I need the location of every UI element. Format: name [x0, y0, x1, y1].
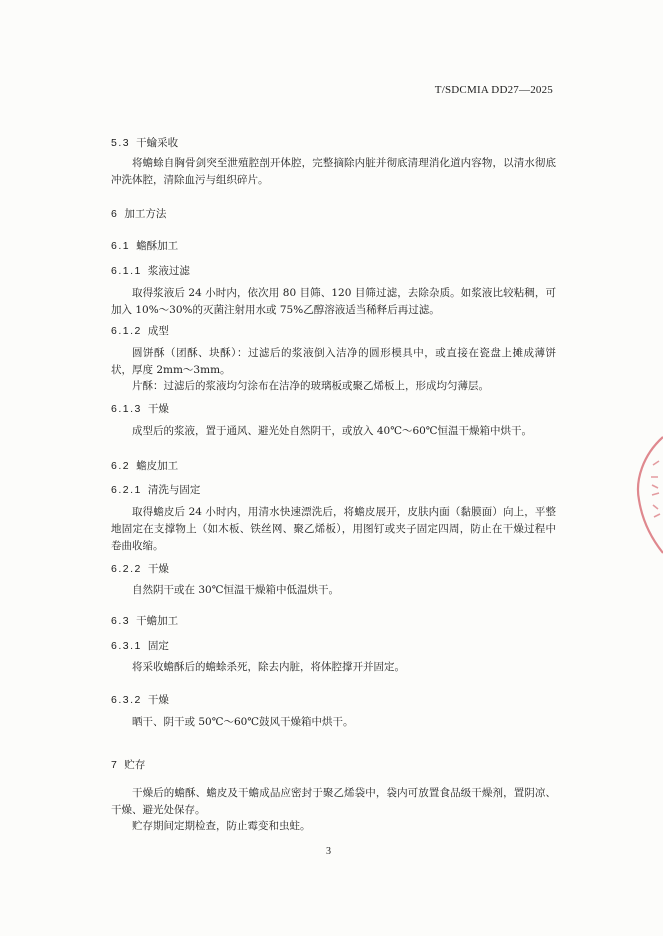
paragraph-6-2-2: 自然阴干或在 30℃恒温干燥箱中低温烘干。	[132, 584, 339, 596]
seal-stamp-icon	[633, 435, 663, 555]
section-number: 6	[111, 208, 119, 220]
paragraph-7-b: 贮存期间定期检查，防止霉变和虫蛀。	[132, 820, 311, 832]
standard-code: T/SDCMIA DD27—2025	[434, 84, 553, 96]
paragraph-6-3-2: 晒干、阴干或 50℃～60℃鼓风干燥箱中烘干。	[132, 716, 354, 728]
paragraph-5-3: 将蟾蜍自胸骨剑突至泄殖腔剖开体腔，完整摘除内脏并彻底清理消化道内容物，以清水彻底冲洗体腔，清除血污与组织碎片。	[111, 157, 556, 186]
section-title: 蟾酥加工	[136, 240, 179, 252]
section-number: 6.2	[111, 460, 131, 472]
paragraph-6-3-1: 将采收蟾酥后的蟾蜍杀死，除去内脏，将体腔撑开并固定。	[132, 661, 405, 673]
heading-6	[111, 207, 556, 221]
section-number: 6.1	[111, 240, 131, 252]
section-number: 6.3.1	[111, 640, 142, 652]
paragraph-6-1-2-b: 片酥：过滤后的浆液均匀涂布在洁净的玻璃板或聚乙烯板上，形成均匀薄层。	[132, 380, 489, 392]
paragraph-6-1-1: 取得浆液后 24 小时内，依次用 80 目筛、120 目筛过滤，去除杂质。如浆液比较粘稠，可加入 10%～30%的灭菌注射用水或 75%乙醇溶液适当稀释后再过滤。	[111, 287, 556, 316]
section-number: 6.2.2	[111, 563, 142, 575]
section-number: 6.1.3	[111, 403, 142, 415]
section-number: 6.2.1	[111, 484, 142, 496]
heading-6-3-2	[111, 693, 556, 707]
section-number: 6.1.2	[111, 325, 142, 337]
paragraph-6-1-2-a: 圆饼酥（团酥、块酥）：过滤后的浆液倒入洁净的圆形模具中，或直接在瓷盘上摊成薄饼状，厚度 2mm～3mm。	[111, 347, 556, 376]
section-number: 6.1.1	[111, 265, 142, 277]
heading-6-1-1	[111, 264, 556, 278]
paragraph-7-a: 干燥后的蟾酥、蟾皮及干蟾成品应密封于聚乙烯袋中，袋内可放置食品级干燥剂，置阴凉、干燥、避光处保存。	[111, 787, 556, 816]
section-number: 7	[111, 759, 119, 771]
page-number: 3	[326, 846, 331, 857]
heading-6-2	[111, 459, 556, 473]
section-title: 干燥	[147, 403, 169, 415]
section-title: 成型	[147, 325, 169, 337]
section-title: 干燥	[147, 694, 169, 706]
section-number: 6.3.2	[111, 694, 142, 706]
section-number: 5.3	[111, 137, 131, 149]
heading-6-2-1	[111, 483, 556, 497]
section-number: 6.3	[111, 615, 131, 627]
section-title: 干燥	[147, 563, 169, 575]
section-title: 加工方法	[124, 208, 167, 220]
heading-6-3-1	[111, 639, 556, 653]
section-title: 浆液过滤	[147, 265, 190, 277]
heading-6-1-2	[111, 324, 556, 338]
paragraph-6-2-1: 取得蟾皮后 24 小时内，用清水快速漂洗后，将蟾皮展开，皮肤内面（黏膜面）向上，平整地固定在支撑物上（如木板、铁丝网、聚乙烯板），用图钉或夹子固定四周，防止在干燥过程中卷曲收缩。	[111, 506, 556, 552]
heading-6-1	[111, 239, 556, 253]
section-title: 干蝓采收	[136, 137, 179, 149]
heading-5-3	[111, 136, 556, 150]
paragraph-6-1-3: 成型后的浆液，置于通风、避光处自然阴干，或放入 40℃～60℃恒温干燥箱中烘干。	[132, 425, 533, 437]
heading-6-1-3	[111, 402, 556, 416]
heading-7	[111, 758, 556, 772]
heading-6-3	[111, 614, 556, 628]
section-title: 贮存	[124, 759, 146, 771]
section-title: 固定	[147, 640, 169, 652]
section-title: 干蟾加工	[136, 615, 179, 627]
heading-6-2-2	[111, 562, 556, 576]
section-title: 清洗与固定	[147, 484, 201, 496]
section-title: 蟾皮加工	[136, 460, 179, 472]
